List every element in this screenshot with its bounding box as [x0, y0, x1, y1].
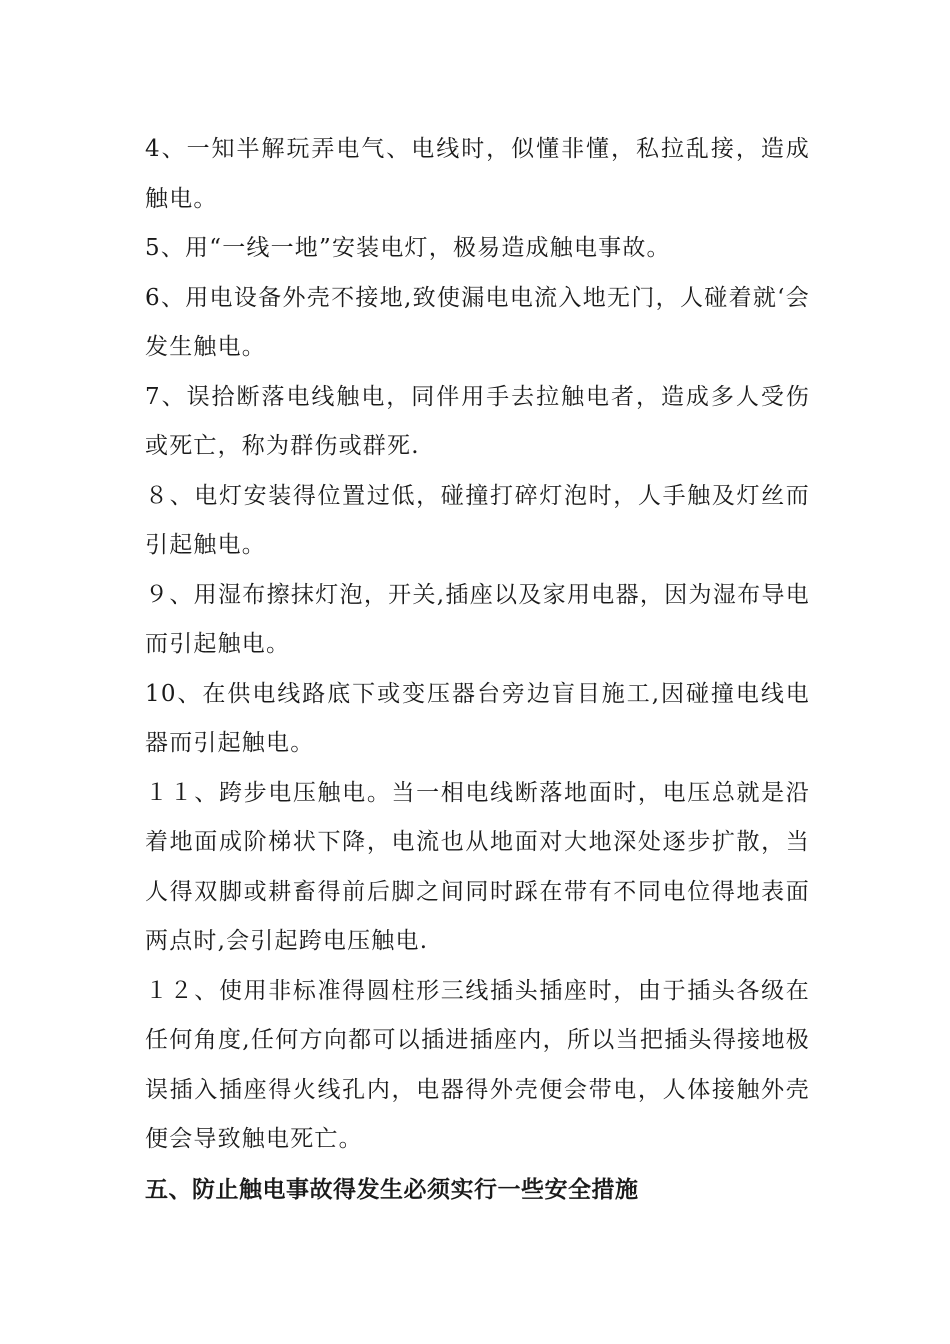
paragraph-item-8: ８、电灯安装得位置过低，碰撞打碎灯泡时，人手触及灯丝而引起触电。 — [145, 482, 810, 558]
paragraph-item-9: ９、用湿布擦抹灯泡，开关,插座以及家用电器，因为湿布导电而引起触电。 — [145, 581, 810, 657]
paragraph-item-11: １１、跨步电压触电。当一相电线断落地面时，电压总就是沿着地面成阶梯状下降，电流也从地面对大地深处逐步扩散，当人得双脚或耕畜得前后脚之间同时踩在带有不同电位得地表面两点时,会引起跨电压触电. — [145, 779, 810, 954]
document-body — [145, 125, 810, 1214]
section-heading: 五、防止触电事故得发生必须实行一些安全措施 — [145, 1175, 639, 1203]
paragraph-item-6: 6、用电设备外壳不接地,致使漏电电流入地无门，人碰着就‘会发生触电。 — [145, 284, 810, 360]
paragraph-item-10: 10、在供电线路底下或变压器台旁边盲目施工,因碰撞电线电器而引起触电。 — [145, 680, 810, 756]
paragraph-item-4: 4、一知半解玩弄电气、电线时，似懂非懂，私拉乱接，造成触电。 — [145, 136, 810, 212]
paragraph-item-7: 7、误拾断落电线触电，同伴用手去拉触电者，造成多人受伤或死亡，称为群伤或群死. — [145, 383, 810, 459]
paragraph-item-12: １２、使用非标准得圆柱形三线插头插座时，由于插头各级在任何角度,任何方向都可以插进插座内，所以当把插头得接地极误插入插座得火线孔内，电器得外壳便会带电，人体接触外壳便会导致触电死亡。 — [145, 977, 810, 1152]
paragraph-item-5: 5、用“一线一地”安装电灯，极易造成触电事故。 — [145, 235, 671, 261]
